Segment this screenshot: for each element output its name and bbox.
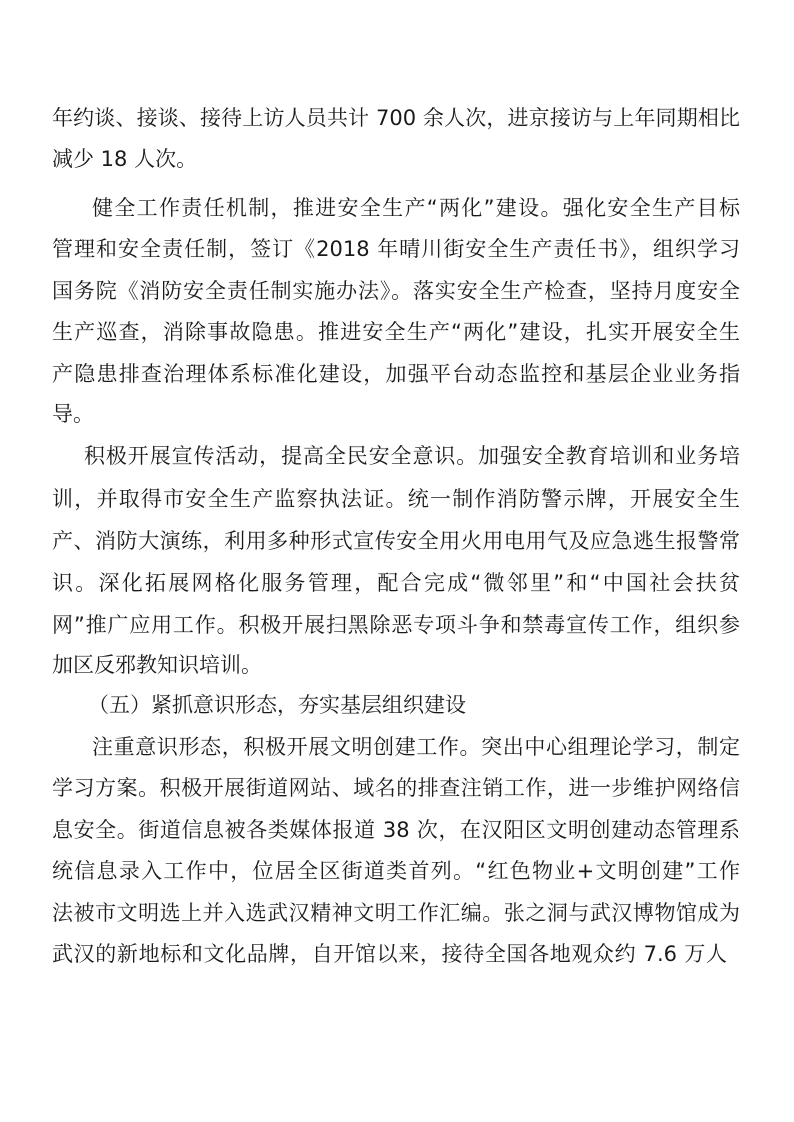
paragraph-line: 生产巡查，消除事故隐患。推进安全生产“两化”建设，扎实开展安全生 xyxy=(52,320,740,344)
paragraph-line: 法被市文明选上并入选武汉精神文明工作汇编。张之洞与武汉博物馆成为 xyxy=(52,901,740,925)
paragraph-line: 注重意识形态，积极开展文明创建工作。突出中心组理论学习，制定 xyxy=(92,735,740,759)
paragraph-line: 识。深化拓展网格化服务管理，配合完成“微邻里”和“中国社会扶贫 xyxy=(52,571,740,595)
paragraph-line: 加区反邪教知识培训。 xyxy=(52,653,262,677)
paragraph-line: 导。 xyxy=(52,402,94,426)
paragraph-line: 积极开展宣传活动，提高全民安全意识。加强安全教育培训和业务培 xyxy=(84,444,740,468)
paragraph-line: 产、消防大演练，利用多种形式宣传安全用火用电用气及应急逃生报警常 xyxy=(52,529,740,553)
paragraph-line: 年约谈、接谈、接待上访人员共计 700 余人次，进京接访与上年同期相比 xyxy=(52,106,740,130)
section-heading: （五）紧抓意识形态，夯实基层组织建设 xyxy=(88,693,466,717)
paragraph-line: 网”推广应用工作。积极开展扫黑除恶专项斗争和禁毒宣传工作，组织参 xyxy=(52,613,740,637)
paragraph-line: 健全工作责任机制，推进安全生产“两化”建设。强化安全生产目标 xyxy=(92,196,740,220)
paragraph-line: 训，并取得市安全生产监察执法证。统一制作消防警示牌，开展安全生 xyxy=(52,487,740,511)
paragraph-line: 武汉的新地标和文化品牌，自开馆以来，接待全国各地观众约 7.6 万人 xyxy=(52,942,727,966)
paragraph-line: 统信息录入工作中，位居全区街道类首列。“红色物业+文明创建”工作 xyxy=(52,859,740,883)
paragraph-line: 产隐患排查治理体系标准化建设，加强平台动态监控和基层企业业务指 xyxy=(52,362,740,386)
paragraph-line: 管理和安全责任制，签订《2018 年晴川街安全生产责任书》，组织学习 xyxy=(52,237,740,261)
paragraph-line: 国务院《消防安全责任制实施办法》。落实安全生产检查，坚持月度安全 xyxy=(52,279,740,303)
paragraph-line: 息安全。街道信息被各类媒体报道 38 次，在汉阳区文明创建动态管理系 xyxy=(52,818,740,842)
paragraph-line: 学习方案。积极开展街道网站、域名的排查注销工作，进一步维护网络信 xyxy=(52,776,740,800)
paragraph-line: 减少 18 人次。 xyxy=(52,147,198,171)
